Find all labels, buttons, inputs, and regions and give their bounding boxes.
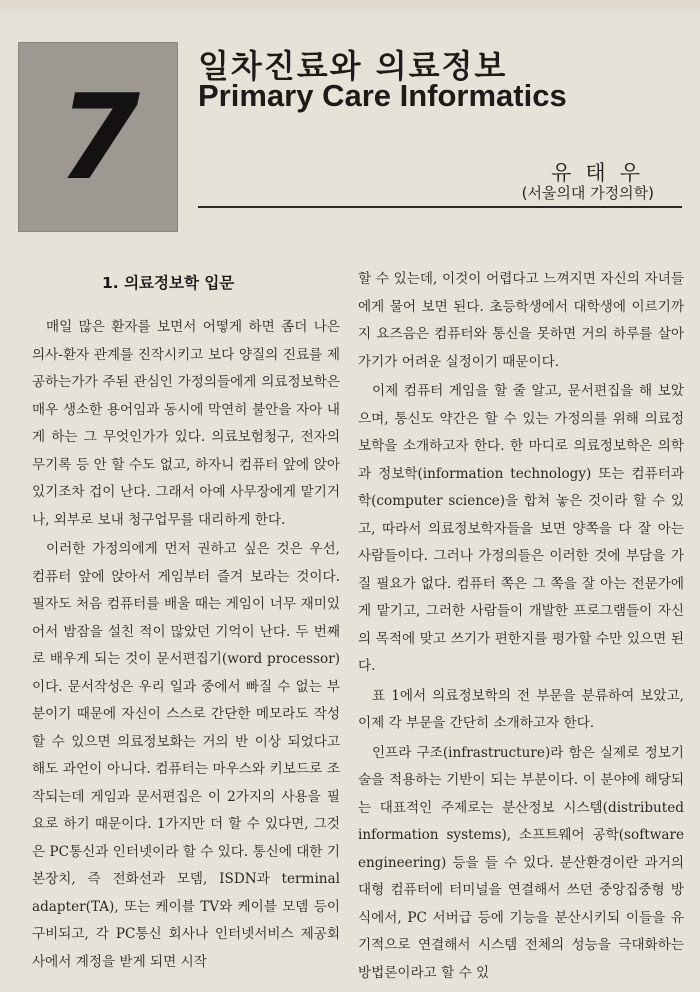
chapter-number-box: [18, 42, 178, 232]
paragraph: 이러한 가정의에게 먼저 권하고 싶은 것은 우선, 컴퓨터 앞에 앉아서 게임부터 즐겨 보라는 것이다. 필자도 처음 컴퓨터를 배울 때는 게임이 너무 재미있어서 밤잠을 설친 적이 많았던 기억이 난다. 두 번째로 배우게 되는 것이 문서편집기(word processor)이다. 문서작성은 우리 일과 중에서 빠질 수 없는 부분이기 때문에 자신이 스스로 간단한 메모라도 작성할 수 있으면 의료정보화는 거의 반 이상 되었다고 해도 과언이 아니다. 컴퓨터는 마우스와 키보드로 조작되는데 게임과 문서편집은 이 2가지의 사용을 필요로 하기 때문이다. 1가지만 더 할 수 있다면, 그것은 PC통신과 인터넷이라 할 수 있다. 통신에 대한 기본장치, 즉 전화선과 모뎀, ISDN과 terminal adapter(TA), 또는 케이블 TV와 케이블 모뎀 등이 구비되고, 각 PC통신 회사나 인터넷서비스 제공회사에서 계정을 받게 되면 시작: [32, 541, 340, 970]
chapter-number: 7: [57, 68, 139, 206]
page-header-strip: [0, 0, 700, 18]
section-heading: 1. 의료정보학 입문: [102, 274, 235, 292]
left-column: [32, 268, 340, 978]
right-column: [358, 266, 684, 989]
paragraph: 할 수 있는데, 이것이 어렵다고 느껴지면 자신의 자녀들에게 물어 보면 된다. 초등학생에서 대학생에 이르기까지 요즈음은 컴퓨터와 통신을 못하면 거의 하루를 살아가기가 어려운 실정이기 때문이다.: [358, 271, 684, 370]
paragraph: 인프라 구조(infrastructure)라 함은 실제로 정보기술을 적용하는 기반이 되는 부분이다. 이 분야에 해당되는 대표적인 주제로는 분산정보 시스템(distributed information systems), 소프트웨어 공학(software engineering) 등을 들 수 있다. 분산환경이란 과거의 대형 컴퓨터에 터미널을 연결해서 쓰던 중앙집중형 방식에서, PC 서버급 등에 기능을 분산시키되 이들을 유기적으로 연결해서 시스템 전체의 성능을 극대화하는 방법론이라고 할 수 있: [358, 744, 684, 981]
author-affiliation: (서울의대 가정의학): [521, 184, 654, 202]
paragraph: 표 1에서 의료정보학의 전 부문을 분류하여 보았고, 이제 각 부문을 간단히 소개하고자 한다.: [358, 687, 684, 731]
paragraph: 매일 많은 환자를 보면서 어떻게 하면 좀더 나은 의사-환자 관계를 진작시키고 보다 양질의 진료를 제공하는가가 주된 관심인 가정의들에게 의료정보학은 매우 생소한 용어임과 동시에 막연히 불안을 자아 내게 하는 그 무엇인가가 있다. 의료보험청구, 전자의무기록 등 안 할 수도 없고, 하자니 컴퓨터 앞에 앉아 있기조차 겁이 난다. 그래서 아예 사무장에게 맡기거나, 외부로 보내 청구업무를 대리하게 한다.: [32, 319, 340, 528]
chapter-title-english: Primary Care Informatics: [198, 78, 567, 113]
paragraph: 이제 컴퓨터 게임을 할 줄 알고, 문서편집을 해 보았으며, 통신도 약간은 할 수 있는 가정의를 위해 의료정보학을 소개하고자 한다. 한 마디로 의료정보학은 의학과 정보학(information technology) 또는 컴퓨터과학(computer science)을 합쳐 놓은 것이라 할 수 있고, 따라서 의료정보학자들을 보면 양쪽을 다 잘 아는 사람들이다. 그러나 가정의들은 이러한 것에 부담을 가질 필요가 없다. 컴퓨터 쪽은 그 쪽을 잘 아는 전문가에게 맡기고, 그러한 사람들이 개발한 프로그램들이 자신의 목적에 맞고 쓰기가 편한지를 평가할 수만 있으면 된다.: [358, 383, 684, 674]
author-name: 유태우: [551, 161, 654, 185]
chapter-title-korean: 일차진료와 의료정보: [198, 47, 508, 85]
title-divider: [198, 206, 682, 208]
